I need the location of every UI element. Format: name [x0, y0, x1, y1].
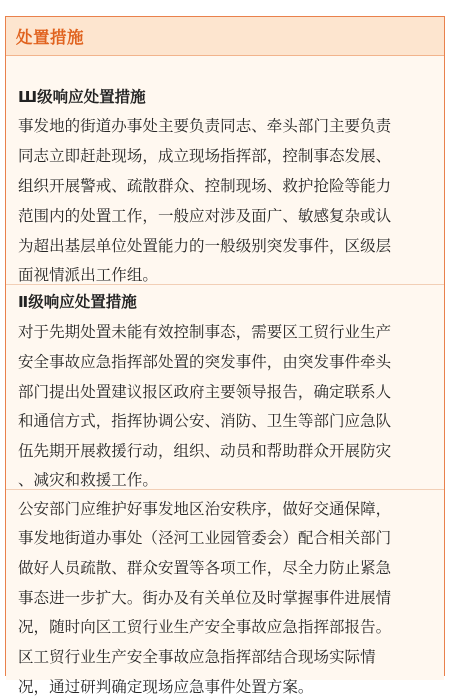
paragraph-line: 况，随时向区工贸行业生产安全事故应急指挥部报告。 [18, 618, 392, 636]
paragraph-line: 事发地街道办事处（泾河工业园管委会）配合相关部门 [18, 529, 392, 547]
panel-title: 处置措施 [16, 28, 84, 47]
section-level-2-response [6, 285, 444, 490]
section-heading: Ⅱ级响应处置措施 [18, 293, 137, 311]
paragraph-line: 况，通过研判确定现场应急事件处置方案。 [18, 678, 314, 696]
paragraph-line: 和通信方式，指挥协调公安、消防、卫生等部门应急队 [18, 412, 392, 430]
section-public-security [6, 490, 444, 696]
section-heading: Ш级响应处置措施 [18, 88, 146, 106]
paragraph-line: 事发地的街道办事处主要负责同志、牵头部门主要负责 [18, 117, 392, 135]
panel-header [6, 17, 444, 56]
paragraph-line: 、减灾和救援工作。 [18, 471, 158, 489]
paragraph-line: 范围内的处置工作，一般应对涉及面广、敏感复杂或认 [18, 207, 392, 225]
paragraph-line: 面视情派出工作组。 [18, 266, 158, 284]
paragraph-line: 做好人员疏散、群众安置等各项工作，尽全力防止紧急 [18, 559, 392, 577]
measures-panel [5, 16, 445, 696]
paragraph-line: 安全事故应急指挥部处置的突发事件，由突发事件牵头 [18, 353, 392, 371]
paragraph-line: 事态进一步扩大。街办及有关单位及时掌握事件进展情 [18, 589, 392, 607]
paragraph-line: 部门提出处置建议报区政府主要领导报告，确定联系人 [18, 383, 392, 401]
paragraph-line: 对于先期处置未能有效控制事态，需要区工贸行业生产 [18, 323, 392, 341]
paragraph-line: 组织开展警戒、疏散群众、控制现场、救护抢险等能力 [18, 177, 392, 195]
paragraph-line: 区工贸行业生产安全事故应急指挥部结合现场实际情 [18, 648, 376, 666]
section-level-3-response [6, 56, 444, 285]
paragraph-line: 同志立即赶赴现场，成立现场指挥部，控制事态发展、 [18, 147, 392, 165]
paragraph-line: 为超出基层单位处置能力的一般级别突发事件，区级层 [18, 237, 392, 255]
paragraph-line: 伍先期开展救援行动，组织、动员和帮助群众开展防灾 [18, 442, 392, 460]
paragraph-line: 公安部门应维护好事发地区治安秩序，做好交通保障， [18, 500, 392, 518]
